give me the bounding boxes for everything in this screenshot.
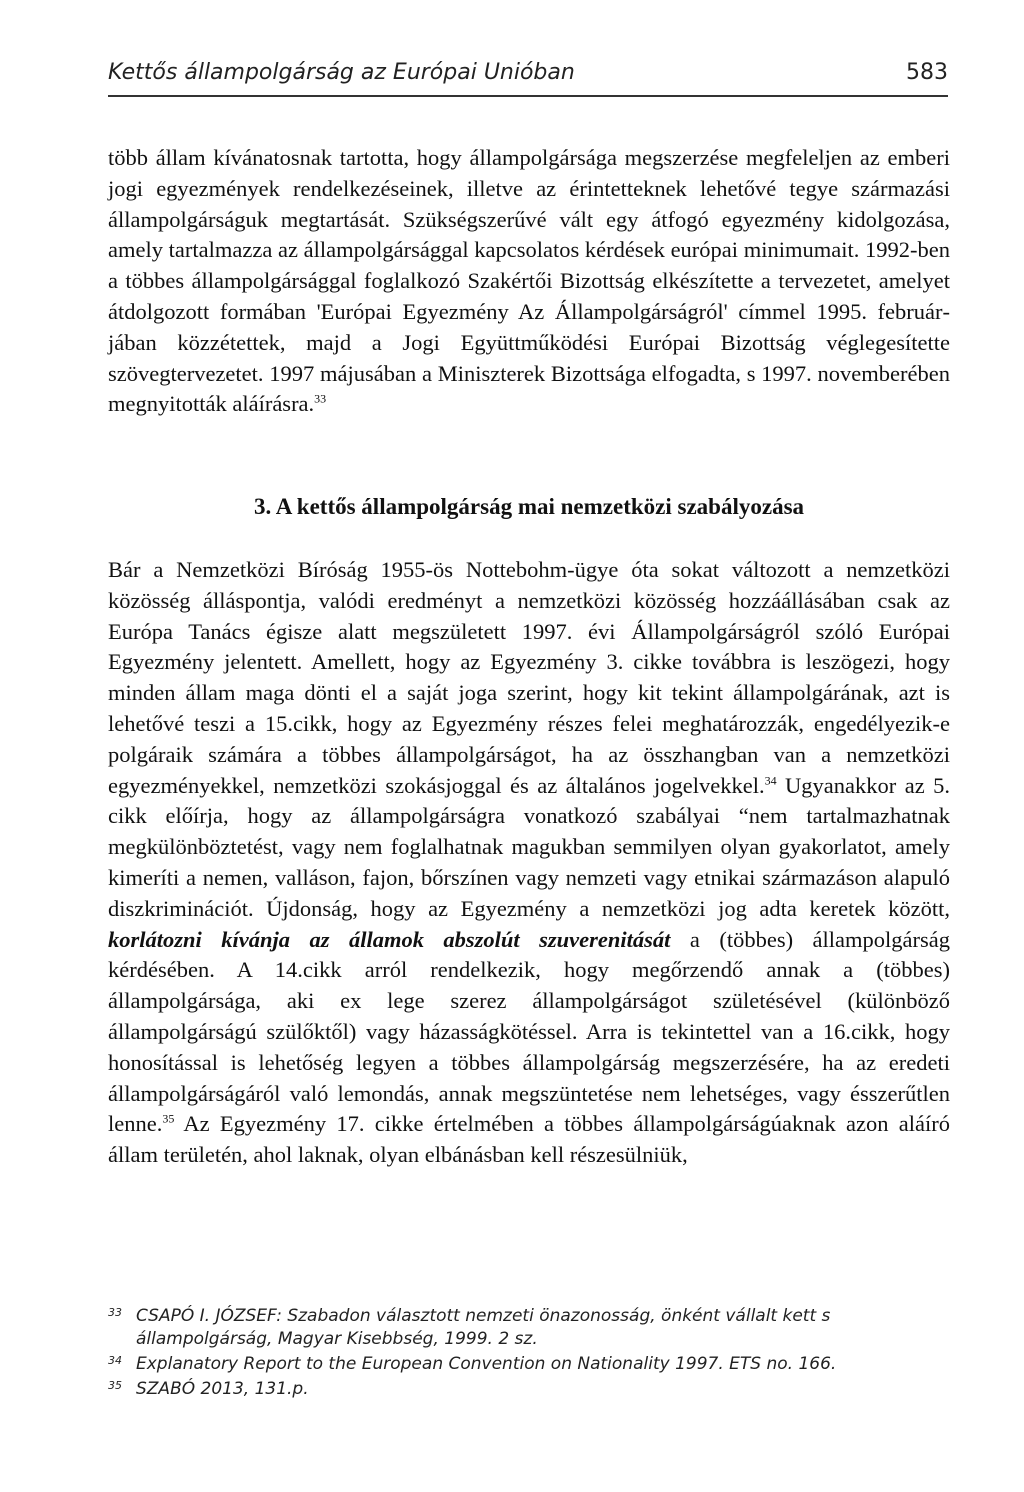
running-title: Kettős állampolgárság az Európai Unióban [108, 60, 575, 85]
section-heading: 3. A kettős állampolgárság mai nemzetközi szabályozása [253, 494, 805, 519]
footnote-ref-35: 35 [162, 1111, 175, 1126]
emphasized-phrase: korlátozni kívánja az államok abszolút szuverenitását [108, 926, 671, 952]
footnote-text: CSAPÓ I. JÓZSEF: Szabadon választott nemzeti önazonosság, önként vállalt kett s állampolgárság, Magyar Kisebbség, 1999. 2 sz. [136, 1306, 831, 1349]
paragraph-2-text-c: a (többes) állampolgárság kérdésében. A 14.cikk arról rendelkezik, hogy megőrzendő annak a (többes) állampolgársága, aki ex lege szerez állampolgárságot születésével (különböző állampolgárságú szülőktől) vagy házasságkötéssel. Arra is tekintettel van a 16.cikk, hogy honosítással is lehetőség legyen a többes állampolgárság megszerzésére, ha az eredeti állampolgárságáról való lemondás, annak megszüntetése nem lehetséges, vagy ésszerűtlen lenne. [108, 926, 950, 1137]
paragraph-1-text: több állam kívánatosnak tartotta, hogy állampolgársága megszerzése megfeleljen az emberi jogi egyezmények rendelkezéseinek, illetve az érintetteknek lehetővé tegye származási állampolgárságuk megtartását. Szükségszerűvé vált egy átfogó egyezmény kidolgozása, amely tartalmazza az állampolgársággal kapcsolatos kérdések európai minimumait. 1992-ben a többes állampolgársággal foglalkozó Szakértői Bizottság elkészítette a tervezetet, amelyet átdolgozott formában 'Európai Egyezmény Az Állampolgárságról' címmel 1995. februárjában közzétettek, majd a Jogi Együttműködési Európai Bizottság véglegesítette szövegtervezetet. 1997 májusában a Miniszterek Bizottsága elfogadta, s 1997. novemberében megnyitották aláírásra. [108, 145, 950, 417]
paragraph-1 [108, 143, 950, 420]
footnote-mark: 34 [108, 1354, 122, 1367]
footnote-ref-33: 33 [314, 391, 327, 406]
page-number: 583 [906, 60, 948, 85]
header-rule [108, 95, 948, 97]
footnote-mark: 33 [108, 1306, 122, 1319]
paragraph-2 [108, 555, 950, 1171]
footnote [108, 1305, 950, 1351]
footnote-ref-34: 34 [764, 773, 777, 788]
footnotes [108, 1305, 950, 1403]
footnote [108, 1353, 950, 1376]
footnote-mark: 35 [108, 1379, 122, 1392]
footnote-text: SZABÓ 2013, 131.p. [136, 1379, 309, 1399]
footnote [108, 1378, 950, 1401]
paragraph-2-text-b: Ugyanakkor az 5. cikk előírja, hogy az állampolgárságra vonatkozó szabályai “nem tartalmazhatnak megkülönböztetést, vagy nem foglalhatnak magukban semmilyen olyan gyakorlatot, amely kimeríti a nemen, valláson, fajon, bőrszínen vagy nemzeti vagy etnikai származáson alapuló diszkriminációt. Újdonság, hogy az Egyezmény a nemzetközi jog adta keretek között, [108, 772, 950, 921]
paragraph-2-text-d: Az Egyezmény 17. cikke értelmében a többes állampolgárságúaknak azon aláíró állam területén, ahol laknak, olyan elbánásban kell részesülniük, [108, 1111, 950, 1168]
paragraph-2-text-a: Bár a Nemzetközi Bíróság 1955-ös Nottebohm-ügye óta sokat változott a nemzetközi közösség álláspontja, valódi eredményt a nemzetközi közösség hozzáállásában csak az Európa Tanács égisze alatt megszületett 1997. évi Állampolgárságról szóló Európai Egyezmény jelentett. Amellett, hogy az Egyezmény 3. cikke továbbra is leszögezi, hogy minden állam maga dönti el a saját joga szerint, hogy kit tekint állampolgárának, azt is lehetővé teszi a 15.cikk, hogy az Egyezmény részes felei meghatározzák, engedélyezik-e polgáraik számára a többes állampolgárságot, ha az összhangban van a nemzetközi egyezményekkel, nemzetközi szokásjoggal és az általános jogelvekkel. [108, 557, 950, 798]
footnote-text: Explanatory Report to the European Convention on Nationality 1997. ETS no. 166. [136, 1354, 837, 1374]
running-head [108, 58, 948, 92]
